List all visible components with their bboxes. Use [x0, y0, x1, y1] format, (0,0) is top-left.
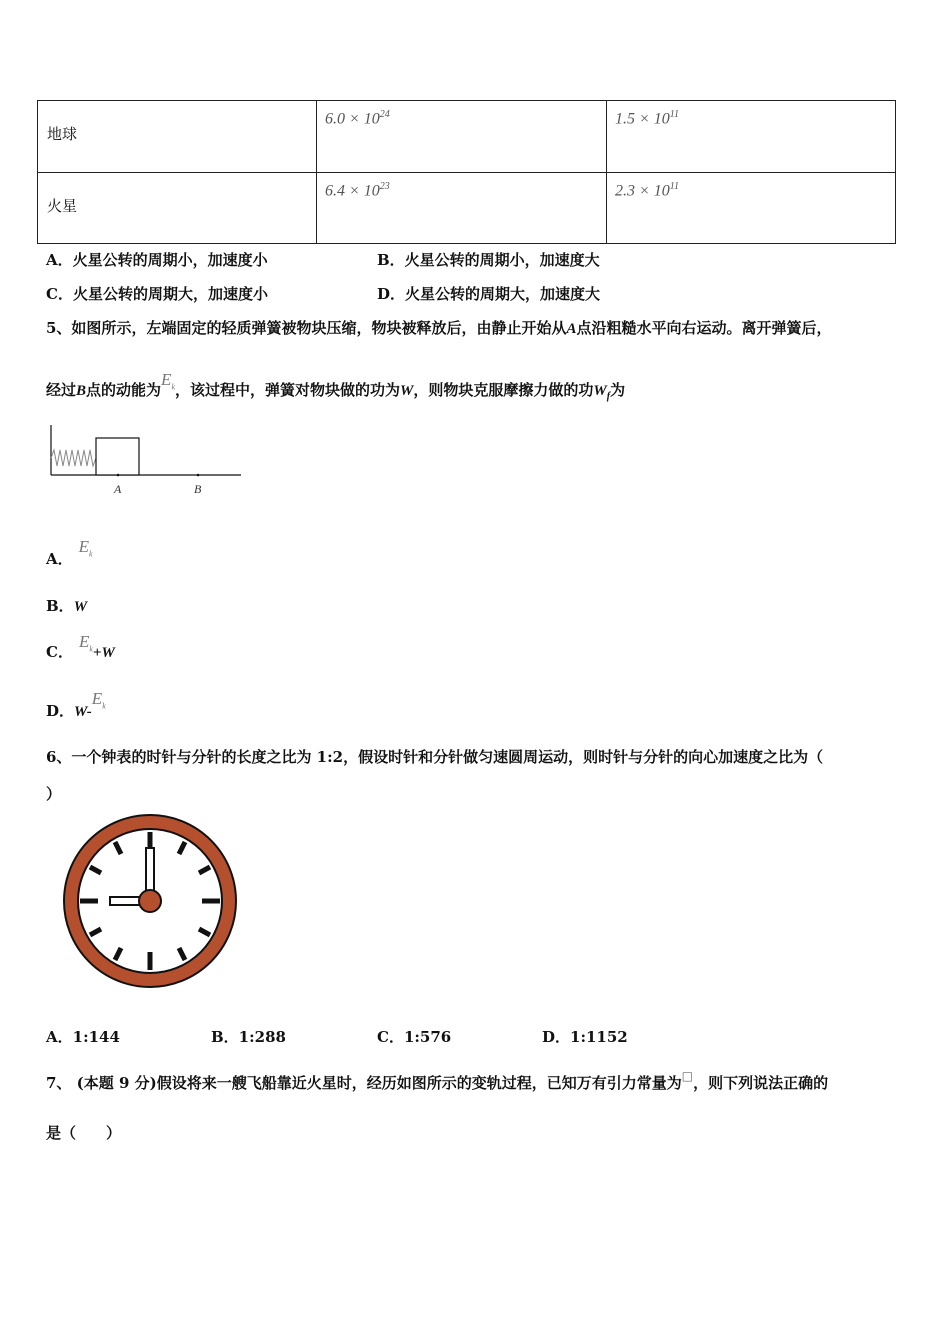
q5-option-d [46, 689, 106, 722]
q7-stem-line1 [46, 1069, 829, 1093]
q7-text: 7、 (本题 9 分)假设将来一艘飞船靠近火星时，经历如图所示的变轨过程，已知万有引力常量为 [46, 1074, 682, 1092]
option-letter: A． [46, 550, 73, 568]
table-cell-radius [615, 109, 679, 128]
ek-e: E [78, 632, 90, 651]
q5-option-c [46, 632, 115, 663]
option-letter: B． [46, 597, 74, 615]
q5-option-a [46, 537, 93, 570]
ek-k: k [89, 644, 93, 654]
option-value: +W [92, 645, 115, 661]
radius-base: 2.3 × 10 [615, 182, 670, 200]
table-row-divider [38, 172, 895, 173]
kinetic-energy-symbol [78, 632, 93, 654]
missing-glyph-icon: □ [681, 1069, 694, 1083]
q5-text: 为 [610, 381, 626, 399]
kinetic-energy-symbol [161, 370, 175, 392]
mass-base: 6.4 × 10 [325, 182, 380, 200]
point-b-label: B [76, 383, 87, 399]
kinetic-energy-symbol [78, 537, 93, 559]
q6-stem-line2: ） [46, 785, 62, 803]
table-row-label: 地球 [47, 125, 78, 143]
planet-data-table [37, 100, 896, 244]
q7-stem-line2: 是（ ） [46, 1124, 122, 1142]
point-b-dot [197, 474, 200, 477]
table-cell-mass [325, 181, 390, 200]
ek-k: k [102, 701, 106, 711]
mass-base: 6.0 × 10 [325, 110, 380, 128]
ek-k: k [171, 382, 175, 392]
work-symbol: W [400, 383, 414, 399]
q5-text: 点沿粗糙水平向右运动。离开弹簧后， [576, 319, 832, 337]
q5-text: ，该过程中，弹簧对物块做的功为 [175, 381, 401, 399]
kinetic-energy-symbol [91, 689, 106, 711]
q6-stem-line1: 6、一个钟表的时针与分针的长度之比为 1:2，假设时针和分针做匀速圆周运动，则时针与分针的向心加速度之比为（ [46, 748, 824, 766]
option-value: W- [74, 704, 92, 720]
radius-exp: 11 [669, 109, 680, 120]
option-value: W [73, 599, 88, 615]
q4-option-d: D．火星公转的周期大，加速度大 [377, 285, 601, 303]
ek-e: E [78, 537, 90, 556]
q5-option-b [46, 595, 87, 616]
point-a-label: A [566, 321, 577, 337]
q6-option-a: A．1:144 [46, 1028, 120, 1046]
friction-work-subscript: f [606, 391, 611, 402]
q4-option-b: B．火星公转的周期小，加速度大 [377, 251, 600, 269]
q5-stem-line2 [46, 370, 626, 402]
table-row-label: 火星 [47, 197, 78, 215]
ek-e: E [161, 370, 172, 389]
q4-option-c: C．火星公转的周期大，加速度小 [46, 285, 268, 303]
q5-text: 点的动能为 [86, 381, 162, 399]
table-cell-radius [615, 181, 679, 200]
clock-icon [60, 812, 240, 990]
q5-text: ，则物块克服摩擦力做的功 [413, 381, 594, 399]
q4-option-a: A．火星公转的周期小，加速度小 [46, 251, 268, 269]
spring [51, 450, 96, 466]
q6-option-d: D．1:1152 [542, 1028, 628, 1046]
mass-exp: 23 [379, 181, 390, 192]
ek-e: E [91, 689, 103, 708]
option-letter: D． [46, 702, 75, 720]
block [96, 438, 139, 475]
q5-text: 5、如图所示，左端固定的轻质弹簧被物块压缩，物块被释放后，由静止开始从 [46, 319, 567, 337]
fig-label-a: A [114, 482, 122, 496]
clock-center [139, 890, 161, 912]
radius-exp: 11 [669, 181, 680, 192]
q7-text: ，则下列说法正确的 [693, 1074, 829, 1092]
q5-text: 经过 [46, 381, 77, 399]
spring-block-diagram [45, 420, 245, 500]
option-letter: C． [46, 643, 73, 661]
q6-option-c: C．1:576 [377, 1028, 452, 1046]
ek-k: k [89, 549, 93, 559]
mass-exp: 24 [379, 109, 390, 120]
table-cell-mass [325, 109, 390, 128]
point-a-dot [117, 474, 120, 477]
fig-label-b: B [194, 482, 202, 496]
friction-work-symbol: W [593, 383, 607, 399]
q6-option-b: B．1:288 [211, 1028, 286, 1046]
radius-base: 1.5 × 10 [615, 110, 670, 128]
q5-stem-line1 [46, 317, 831, 338]
